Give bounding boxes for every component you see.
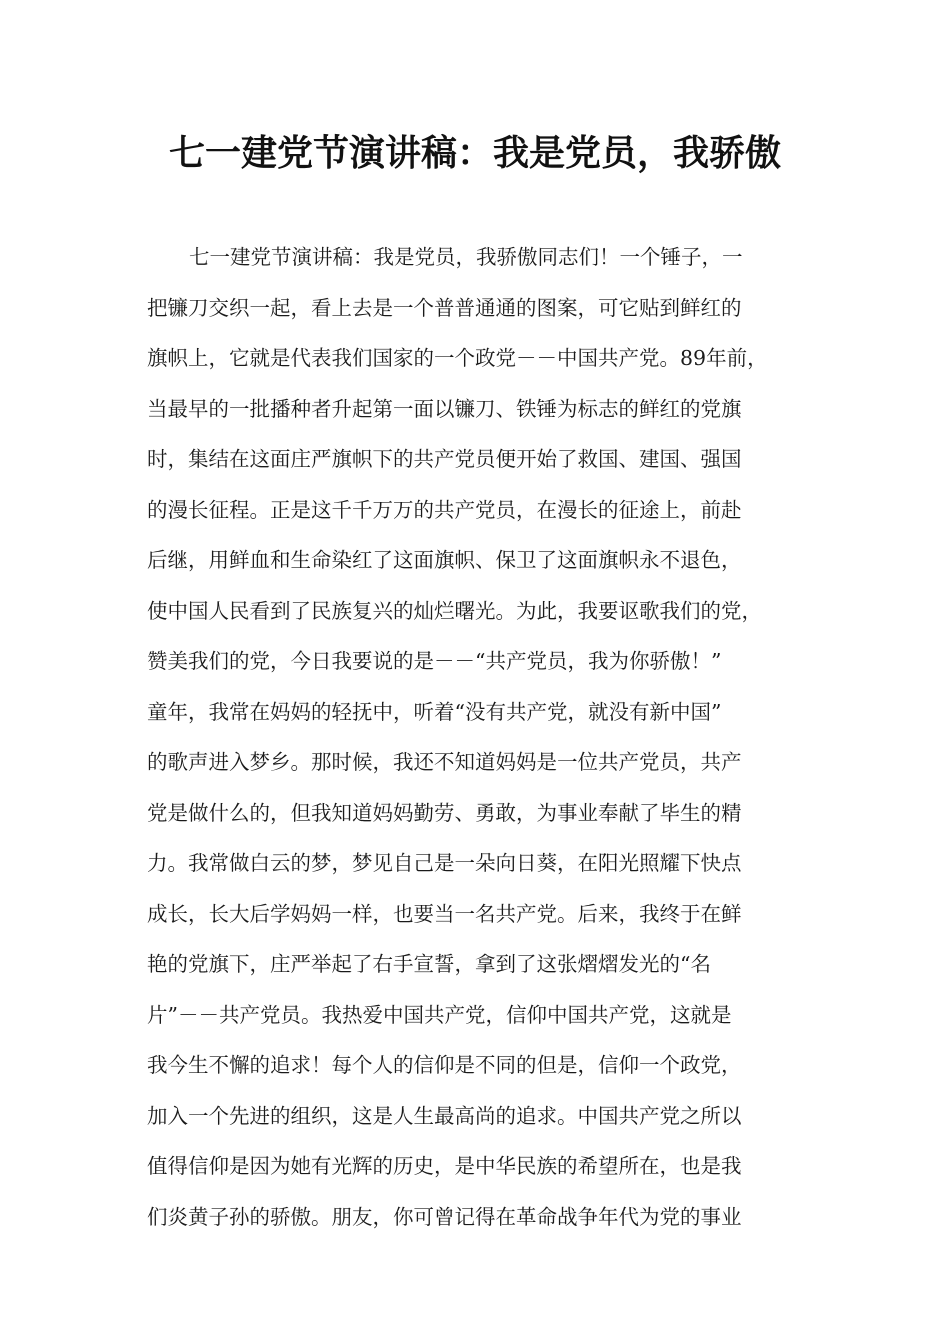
body-line: 把镰刀交织一起，看上去是一个普普通通的图案，可它贴到鲜红的 <box>147 295 742 320</box>
body-line: 赞美我们的党，今日我要说的是－－“共产党员，我为你骄傲！” <box>147 649 722 673</box>
body-line: 时，集结在这面庄严旗帜下的共产党员便开始了救国、建国、强国 <box>147 447 742 471</box>
body-line: 旗帜上，它就是代表我们国家的一个政党－－中国共产党。89年前， <box>147 346 768 370</box>
document-title: 七一建党节演讲稿：我是党员，我骄傲 <box>168 133 781 174</box>
body-line: 成长，长大后学妈妈一样，也要当一名共产党。后来，我终于在鲜 <box>147 901 742 926</box>
body-line: 加入一个先进的组织，这是人生最高尚的追求。中国共产党之所以 <box>147 1103 742 1128</box>
body-line: 值得信仰是因为她有光辉的历史，是中华民族的希望所在，也是我 <box>147 1154 742 1178</box>
body-line: 七一建党节演讲稿：我是党员，我骄傲同志们！一个锤子，一 <box>189 245 743 269</box>
body-line: 艳的党旗下，庄严举起了右手宣誓，拿到了这张熠熠发光的“名 <box>147 952 711 976</box>
body-line: 们炎黄子孙的骄傲。朋友，你可曾记得在革命战争年代为党的事业 <box>147 1204 742 1229</box>
body-line: 使中国人民看到了民族复兴的灿烂曙光。为此，我要讴歌我们的党， <box>147 598 762 623</box>
body-line: 当最早的一批播种者升起第一面以镰刀、铁锤为标志的鲜红的党旗 <box>147 396 742 421</box>
body-line: 的歌声进入梦乡。那时候，我还不知道妈妈是一位共产党员，共产 <box>147 750 742 774</box>
body-line: 后继，用鲜血和生命染红了这面旗帜、保卫了这面旗帜永不退色， <box>147 548 742 572</box>
body-line: 我今生不懈的追求！每个人的信仰是不同的但是，信仰一个政党， <box>147 1053 742 1077</box>
document-body <box>147 232 827 1242</box>
body-line: 片”－－共产党员。我热爱中国共产党，信仰中国共产党，这就是 <box>147 1002 732 1027</box>
body-line: 党是做什么的，但我知道妈妈勤劳、勇敢，为事业奉献了毕生的精 <box>147 800 742 825</box>
body-line: 力。我常做白云的梦，梦见自己是一朵向日葵，在阳光照耀下快点 <box>147 851 742 875</box>
body-line: 童年，我常在妈妈的轻抚中，听着“没有共产党，就没有新中国” <box>147 699 722 724</box>
body-line: 的漫长征程。正是这千千万万的共产党员，在漫长的征途上，前赴 <box>147 497 742 522</box>
